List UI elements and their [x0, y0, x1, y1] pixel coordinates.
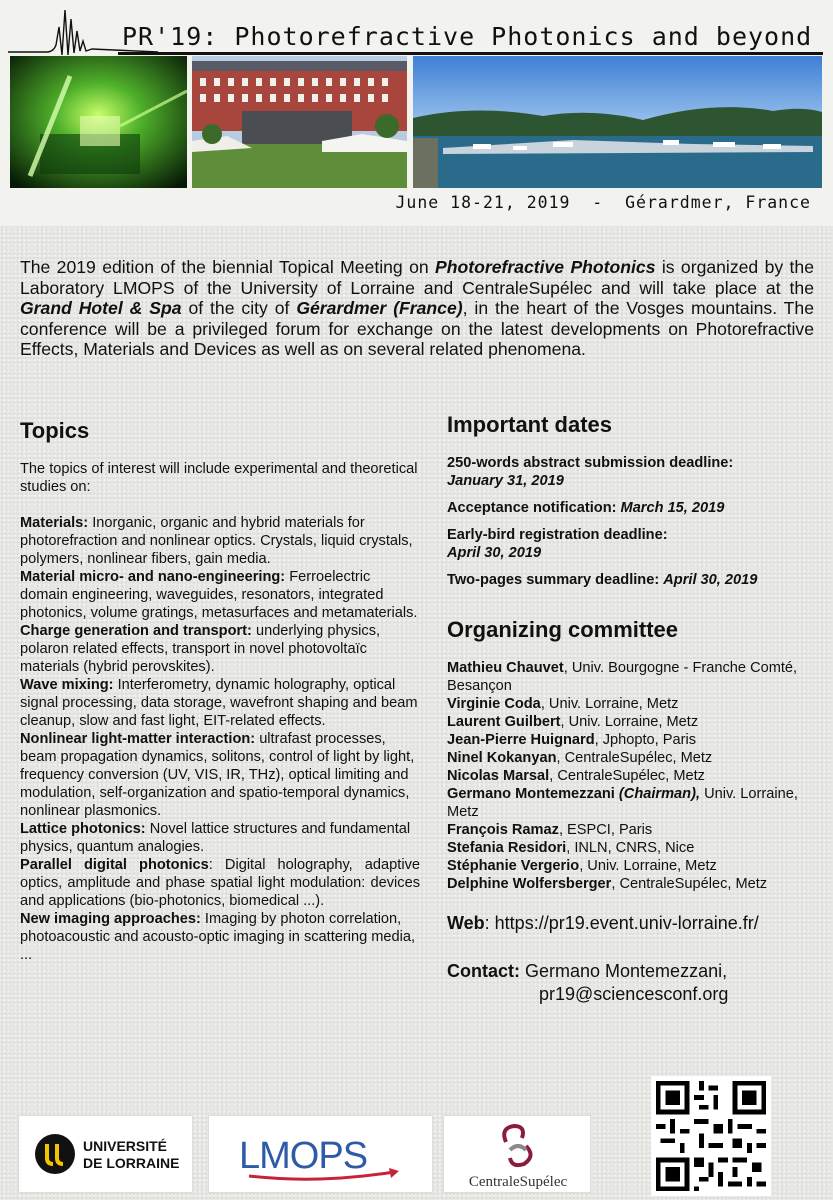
member-name: Stefania Residori — [447, 840, 567, 856]
qr-code-icon[interactable] — [651, 1076, 771, 1196]
member-role: (Chairman), — [618, 786, 701, 802]
ul-line1: UNIVERSITÉ — [83, 1138, 168, 1154]
topic-item — [20, 730, 420, 820]
intro-paragraph — [20, 257, 814, 360]
date-value: January 31, 2019 — [447, 473, 564, 489]
lmops-text: LMOPS — [239, 1135, 368, 1177]
logo-strip — [18, 1115, 638, 1195]
intro-text-1: The 2019 edition of the biennial Topical Meeting on — [20, 257, 436, 277]
topics-lead: The topics of interest will include experimental and theoretical studies on: — [20, 461, 418, 495]
universite-lorraine-logo — [18, 1115, 193, 1193]
topic-text: Ferroelectric domain engineering, waveguides, resonators, integrated photonics, volume gratings, metasurfaces and metamaterials. — [20, 569, 418, 621]
topic-item — [20, 910, 420, 964]
member-name: Jean-Pierre Huignard — [447, 732, 595, 748]
committee-member — [447, 713, 822, 731]
member-name: Germano Montemezzani — [447, 786, 619, 802]
member-affiliation: , Univ. Lorraine, Metz — [540, 696, 679, 712]
topic-item — [20, 676, 420, 730]
committee-member — [447, 767, 822, 785]
date-label: 250-words abstract submission deadline: — [447, 455, 734, 471]
lab-photo — [10, 56, 187, 188]
intro-meeting-name: Photorefractive Photonics — [435, 257, 656, 277]
member-name: Mathieu Chauvet — [447, 660, 564, 676]
date-place: June 18-21, 2019 - Gérardmer, France — [395, 193, 811, 212]
member-name: Delphine Wolfersberger — [447, 876, 612, 892]
member-affiliation: , INLN, CNRS, Nice — [566, 840, 695, 856]
centrale-text: CentraleSupélec — [468, 1174, 568, 1190]
member-name: Laurent Guilbert — [447, 714, 561, 730]
committee-member — [447, 731, 822, 749]
contact-email-link[interactable]: pr19@sciencesconf.org — [539, 984, 729, 1004]
topic-item — [20, 514, 420, 568]
lake-photo — [413, 56, 822, 188]
topic-name: Material micro- and nano-engineering: — [20, 569, 286, 585]
committee-member — [447, 785, 822, 821]
topic-name: Charge generation and transport: — [20, 623, 252, 639]
hotel-photo — [192, 56, 407, 188]
intro-text-4: , in the heart of the Vosges mountains. The conference will be a privileged forum for exchange on the latest developments on Photorefractive Effects, Materials and Devices as well as on several related phenomena. — [20, 298, 815, 359]
topic-text: underlying physics, polaron related effects, transport in novel photovoltaïc materials (hybrid perovskites). — [20, 623, 381, 675]
intro-text-3: of the city of — [181, 298, 297, 318]
topics-heading: Topics — [20, 418, 90, 443]
topic-text: Imaging by photon correlation, photoacoustic and acousto-optic imaging in scattering media, ... — [20, 911, 416, 963]
topic-item — [20, 856, 420, 910]
member-name: François Ramaz — [447, 822, 559, 838]
committee-member — [447, 749, 822, 767]
topic-text: Interferometry, dynamic holography, optical signal processing, data storage, wavefront shaping and beam cleanup, slow and fast light, EIT-related effects. — [20, 677, 418, 729]
date-label: Two-pages summary deadline: — [447, 572, 664, 588]
topic-item — [20, 820, 420, 856]
intro-venue: Grand Hotel & Spa — [20, 298, 182, 318]
web-label: Web — [447, 913, 485, 933]
date-item — [447, 454, 822, 490]
page-title: PR'19: Photorefractive Photonics and beyond — [122, 22, 813, 51]
web-url-link[interactable]: : https://pr19.event.univ-lorraine.fr/ — [484, 913, 759, 933]
topic-name: New imaging approaches: — [20, 911, 201, 927]
date-label: Early-bird registration deadline: — [447, 527, 668, 543]
date-value: April 30, 2019 — [663, 572, 758, 588]
topic-text: Novel lattice structures and fundamental physics, quantum analogies. — [20, 821, 411, 855]
date-item — [447, 499, 822, 517]
topic-name: Parallel digital photonics — [20, 857, 209, 873]
member-affiliation: , CentraleSupélec, Metz — [611, 876, 768, 892]
centralesupelec-logo — [443, 1115, 591, 1193]
contact-block — [447, 960, 822, 1006]
ul-line2: DE LORRAINE — [83, 1155, 180, 1171]
date-label: Acceptance notification: — [447, 500, 621, 516]
topic-text: : Digital holography, adaptive optics, amplitude and phase spatial light modulation: devices and applications (bio-photonics, biomedical ...). — [20, 857, 420, 909]
committee-member — [447, 695, 822, 713]
member-affiliation: , ESPCI, Paris — [558, 822, 653, 838]
date-item — [447, 526, 822, 562]
date-value: April 30, 2019 — [447, 545, 542, 561]
committee-section — [447, 617, 822, 893]
topic-text: Inorganic, organic and hybrid materials for photorefraction and nonlinear optics. Crystals, liquid crystals, polymers, nonlinear fibers, gain media. — [20, 515, 413, 567]
member-affiliation: Univ. Lorraine, Metz — [447, 786, 798, 820]
lmops-logo — [208, 1115, 433, 1193]
intro-text-2: is organized by the Laboratory LMOPS of the University of Lorraine and CentraleSupélec and will take place at the — [20, 257, 814, 298]
committee-member — [447, 659, 822, 695]
intro-city: Gérardmer (France) — [296, 298, 463, 318]
topic-name: Nonlinear light-matter interaction: — [20, 731, 256, 747]
member-name: Virginie Coda — [447, 696, 541, 712]
topic-name: Wave mixing: — [20, 677, 114, 693]
topic-name: Lattice photonics: — [20, 821, 146, 837]
member-affiliation: , Univ. Lorraine, Metz — [579, 858, 717, 874]
committee-member — [447, 821, 822, 839]
topic-item — [20, 568, 420, 622]
topic-text: ultrafast processes, beam propagation dynamics, solitons, control of light by light, frequency conversion (UV, VIS, IR, THz), optical limiting and modulation, self-organization and spatio-temporal dynamics, nonlinear plasmonics. — [20, 731, 415, 819]
member-affiliation: , Jphopto, Paris — [594, 732, 697, 748]
topic-name: Materials: — [20, 515, 89, 531]
date-value: March 15, 2019 — [620, 500, 725, 516]
member-name: Stéphanie Vergerio — [447, 858, 580, 874]
committee-heading: Organizing committee — [447, 617, 679, 642]
committee-member — [447, 875, 822, 893]
topics-section — [20, 418, 420, 964]
contact-name: Germano Montemezzani, — [520, 961, 728, 981]
member-affiliation: , Univ. Bourgogne - Franche Comté, Besançon — [447, 660, 798, 694]
member-name: Nicolas Marsal — [447, 768, 550, 784]
contact-label: Contact: — [447, 961, 520, 981]
member-name: Ninel Kokanyan — [447, 750, 557, 766]
member-affiliation: , CentraleSupélec, Metz — [549, 768, 705, 784]
right-column — [447, 412, 822, 1006]
member-affiliation: , Univ. Lorraine, Metz — [560, 714, 699, 730]
title-rule — [118, 52, 823, 55]
committee-member — [447, 839, 822, 857]
dates-heading: Important dates — [447, 412, 613, 437]
web-line — [447, 913, 822, 934]
committee-member — [447, 857, 822, 875]
date-item — [447, 571, 822, 589]
member-affiliation: , CentraleSupélec, Metz — [556, 750, 713, 766]
topic-item — [20, 622, 420, 676]
